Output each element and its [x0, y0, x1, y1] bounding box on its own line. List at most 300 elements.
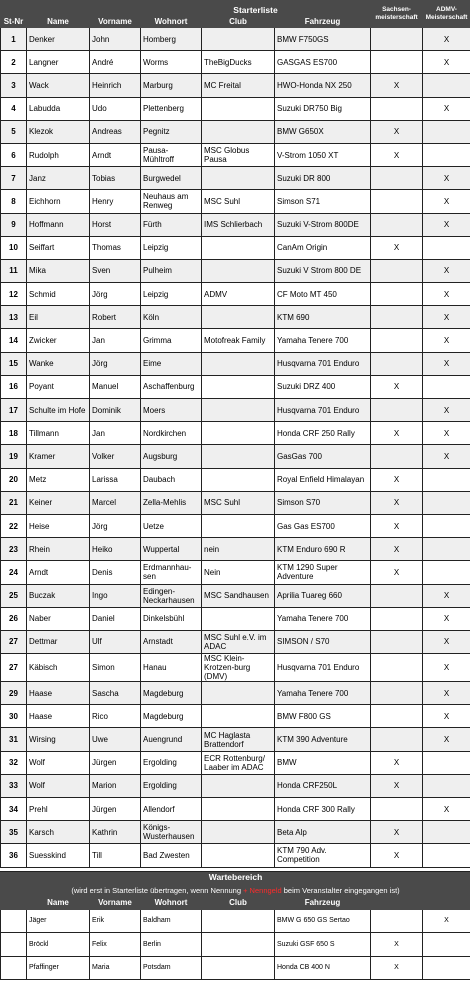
first-name-cell: Sven [90, 259, 141, 282]
last-name-cell: Arndt [27, 561, 90, 584]
table-row [1, 630, 470, 653]
first-name-cell: Till [90, 844, 141, 867]
sachsen-flag-cell [371, 909, 423, 933]
vehicle-cell: BMW F800 GS [275, 705, 371, 728]
sachsen-flag-cell: X [371, 468, 423, 491]
admv-flag-cell [423, 774, 470, 797]
sachsen-flag-cell [371, 445, 423, 468]
start-number-cell: 5 [1, 120, 27, 143]
club-cell: MSC Klein-Krotzen-burg (DMV) [202, 654, 275, 682]
club-cell [202, 167, 275, 190]
admv-flag-cell: X [423, 798, 470, 821]
hometown-cell: Augsburg [141, 445, 202, 468]
last-name-cell: Wirsing [27, 728, 90, 751]
wait-col-wohnort: Wohnort [141, 896, 202, 909]
start-number-cell: 15 [1, 352, 27, 375]
sachsen-flag-cell [371, 167, 423, 190]
table-row [1, 422, 470, 445]
sachsen-flag-cell [371, 798, 423, 821]
hometown-cell: Auengrund [141, 728, 202, 751]
last-name-cell: Mika [27, 259, 90, 282]
first-name-cell: Manuel [90, 375, 141, 398]
club-cell: IMS Schlierbach [202, 213, 275, 236]
sachsen-flag-cell [371, 654, 423, 682]
sachsen-flag-cell: X [371, 143, 423, 166]
hometown-cell: Uetze [141, 514, 202, 537]
vehicle-cell: GASGAS ES700 [275, 51, 371, 74]
start-number-cell: 23 [1, 538, 27, 561]
waiting-col-headers [1, 896, 470, 909]
hometown-cell: Aschaffenburg [141, 375, 202, 398]
admv-flag-cell [423, 375, 470, 398]
first-name-cell: Ingo [90, 584, 141, 607]
sachsen-flag-cell: X [371, 561, 423, 584]
hometown-cell: Königs-Wusterhausen [141, 821, 202, 844]
first-name-cell: Heiko [90, 538, 141, 561]
starter-rows [1, 28, 470, 868]
admv-flag-cell: X [423, 445, 470, 468]
start-number-cell: 7 [1, 167, 27, 190]
last-name-cell: Seiffart [27, 236, 90, 259]
admv-flag-cell: X [423, 399, 470, 422]
hometown-cell: Ergolding [141, 751, 202, 774]
first-name-cell: Robert [90, 306, 141, 329]
club-cell [202, 375, 275, 398]
hometown-cell: Pegnitz [141, 120, 202, 143]
table-row [1, 491, 470, 514]
admv-flag-cell: X [423, 167, 470, 190]
club-cell: MSC Suhl [202, 190, 275, 213]
start-number-cell: 25 [1, 584, 27, 607]
table-row [1, 74, 470, 97]
hometown-cell: Pausa-Mühltroff [141, 143, 202, 166]
last-name-cell: Klezok [27, 120, 90, 143]
table-row [1, 236, 470, 259]
col-header-fahrzeug: Fahrzeug [275, 16, 371, 28]
first-name-cell: Kathrin [90, 821, 141, 844]
table-row [1, 728, 470, 751]
first-name-cell: Jürgen [90, 798, 141, 821]
admv-flag-cell [423, 751, 470, 774]
admv-flag-cell [423, 956, 470, 980]
last-name-cell: Dettmar [27, 630, 90, 653]
last-name-cell: Schulte im Hofe [27, 399, 90, 422]
vehicle-cell: Honda CRF 250 Rally [275, 422, 371, 445]
table-row [1, 97, 470, 120]
last-name-cell: Haase [27, 705, 90, 728]
table-row [1, 213, 470, 236]
hometown-cell: Homberg [141, 28, 202, 51]
table-row [1, 190, 470, 213]
admv-flag-cell: X [423, 306, 470, 329]
club-cell: nein [202, 538, 275, 561]
table-row [1, 375, 470, 398]
club-cell [202, 821, 275, 844]
first-name-cell: Tobias [90, 167, 141, 190]
start-number-cell: 4 [1, 97, 27, 120]
last-name-cell: Wolf [27, 774, 90, 797]
last-name-cell: Wolf [27, 751, 90, 774]
sachsen-flag-cell: X [371, 538, 423, 561]
table-row [1, 399, 470, 422]
table-row [1, 705, 470, 728]
start-number-cell: 22 [1, 514, 27, 537]
first-name-cell: Larissa [90, 468, 141, 491]
club-cell [202, 468, 275, 491]
club-cell: MC Haglasta Brattendorf [202, 728, 275, 751]
first-name-cell: Erik [90, 909, 141, 933]
sachsen-flag-cell [371, 259, 423, 282]
col-header-admv: ADMV-Meisterschaft [423, 1, 470, 28]
start-number-cell: 34 [1, 798, 27, 821]
start-number-cell: 18 [1, 422, 27, 445]
start-number-cell: 21 [1, 491, 27, 514]
admv-flag-cell [423, 821, 470, 844]
club-cell [202, 774, 275, 797]
table-row [1, 120, 470, 143]
sachsen-flag-cell: X [371, 956, 423, 980]
first-name-cell: Rico [90, 705, 141, 728]
last-name-cell: Rhein [27, 538, 90, 561]
first-name-cell: Arndt [90, 143, 141, 166]
table-row [1, 143, 470, 166]
hometown-cell: Pulheim [141, 259, 202, 282]
admv-flag-cell: X [423, 909, 470, 933]
vehicle-cell: Suzuki DR 800 [275, 167, 371, 190]
table-row [1, 445, 470, 468]
waiting-rows [1, 909, 470, 980]
start-number-cell: 8 [1, 190, 27, 213]
admv-flag-cell: X [423, 259, 470, 282]
vehicle-cell: KTM 790 Adv. Competition [275, 844, 371, 867]
hometown-cell: Köln [141, 306, 202, 329]
vehicle-cell: CF Moto MT 450 [275, 283, 371, 306]
last-name-cell: Hoffmann [27, 213, 90, 236]
table-row [1, 821, 470, 844]
start-number-cell [1, 909, 27, 933]
admv-flag-cell: X [423, 329, 470, 352]
table-row [1, 329, 470, 352]
start-number-cell: 33 [1, 774, 27, 797]
club-cell [202, 399, 275, 422]
first-name-cell: Marion [90, 774, 141, 797]
col-header-wohnort: Wohnort [141, 16, 202, 28]
sachsen-flag-cell [371, 705, 423, 728]
vehicle-cell: Yamaha Tenere 700 [275, 682, 371, 705]
waiting-row [1, 956, 470, 980]
last-name-cell: Langner [27, 51, 90, 74]
club-cell: ECR Rottenburg/ Laaber im ADAC [202, 751, 275, 774]
start-number-cell: 2 [1, 51, 27, 74]
club-cell: MSC Suhl e.V. im ADAC [202, 630, 275, 653]
vehicle-cell: BMW G 650 GS Sertao [275, 909, 371, 933]
admv-flag-cell [423, 143, 470, 166]
last-name-cell: Tillmann [27, 422, 90, 445]
table-row [1, 51, 470, 74]
waiting-row [1, 909, 470, 933]
last-name-cell: Karsch [27, 821, 90, 844]
start-number-cell: 36 [1, 844, 27, 867]
admv-flag-cell [423, 844, 470, 867]
col-header-nr: St-Nr [1, 16, 27, 28]
club-cell [202, 682, 275, 705]
club-cell: MSC Suhl [202, 491, 275, 514]
first-name-cell: Denis [90, 561, 141, 584]
start-number-cell: 27 [1, 630, 27, 653]
table-row [1, 774, 470, 797]
vehicle-cell: KTM 690 [275, 306, 371, 329]
vehicle-cell: Aprilia Tuareg 660 [275, 584, 371, 607]
hometown-cell: Erdmannhau-sen [141, 561, 202, 584]
hometown-cell: Wuppertal [141, 538, 202, 561]
club-cell [202, 798, 275, 821]
sachsen-flag-cell [371, 728, 423, 751]
club-cell: MC Freital [202, 74, 275, 97]
wait-col-vorname: Vorname [90, 896, 141, 909]
club-cell [202, 844, 275, 867]
first-name-cell: Simon [90, 654, 141, 682]
club-cell: Motofreak Family [202, 329, 275, 352]
first-name-cell: Udo [90, 97, 141, 120]
table-title: Starterliste [141, 1, 371, 16]
sachsen-flag-cell: X [371, 751, 423, 774]
start-number-cell: 24 [1, 561, 27, 584]
sachsen-flag-cell: X [371, 844, 423, 867]
club-cell [202, 259, 275, 282]
first-name-cell: John [90, 28, 141, 51]
vehicle-cell: Husqvarna 701 Enduro [275, 352, 371, 375]
last-name-cell: Käbisch [27, 654, 90, 682]
hometown-cell: Nordkirchen [141, 422, 202, 445]
club-cell [202, 445, 275, 468]
vehicle-cell: HWO-Honda NX 250 [275, 74, 371, 97]
hometown-cell: Berlin [141, 933, 202, 957]
hometown-cell: Zella-Mehlis [141, 491, 202, 514]
hometown-cell: Arnstadt [141, 630, 202, 653]
vehicle-cell: Husqvarna 701 Enduro [275, 654, 371, 682]
vehicle-cell: KTM 390 Adventure [275, 728, 371, 751]
sachsen-flag-cell: X [371, 933, 423, 957]
start-number-cell: 3 [1, 74, 27, 97]
col-header-sachsen: Sachsen-meisterschaft [371, 1, 423, 28]
last-name-cell: Suesskind [27, 844, 90, 867]
table-row [1, 352, 470, 375]
admv-flag-cell [423, 120, 470, 143]
club-cell [202, 306, 275, 329]
first-name-cell: Volker [90, 445, 141, 468]
club-cell [202, 705, 275, 728]
club-cell: Nein [202, 561, 275, 584]
vehicle-cell: Suzuki DRZ 400 [275, 375, 371, 398]
last-name-cell: Rudolph [27, 143, 90, 166]
last-name-cell: Keiner [27, 491, 90, 514]
sachsen-flag-cell [371, 190, 423, 213]
last-name-cell: Labudda [27, 97, 90, 120]
start-number-cell: 32 [1, 751, 27, 774]
first-name-cell: Jörg [90, 514, 141, 537]
table-row [1, 28, 470, 51]
club-cell: MSC Sandhausen [202, 584, 275, 607]
wait-col-name: Name [27, 896, 90, 909]
admv-flag-cell: X [423, 97, 470, 120]
sachsen-flag-cell [371, 607, 423, 630]
wait-col-club: Club [202, 896, 275, 909]
table-header [1, 1, 470, 28]
vehicle-cell: Honda CRF250L [275, 774, 371, 797]
table-row [1, 751, 470, 774]
admv-flag-cell: X [423, 283, 470, 306]
admv-flag-cell [423, 514, 470, 537]
sachsen-flag-cell: X [371, 236, 423, 259]
table-row [1, 167, 470, 190]
admv-flag-cell [423, 74, 470, 97]
vehicle-cell: GasGas 700 [275, 445, 371, 468]
hometown-cell: Magdeburg [141, 705, 202, 728]
last-name-cell: Schmid [27, 283, 90, 306]
wait-col-fahrzeug: Fahrzeug [275, 896, 371, 909]
last-name-cell: Poyant [27, 375, 90, 398]
start-number-cell [1, 956, 27, 980]
club-cell [202, 514, 275, 537]
start-number-cell: 16 [1, 375, 27, 398]
first-name-cell: André [90, 51, 141, 74]
waiting-area-title: Wartebereich [1, 871, 470, 884]
first-name-cell: Jan [90, 422, 141, 445]
table-row [1, 259, 470, 282]
waiting-area-note: (wird erst in Starterliste übertragen, wenn Nennung + Nenngeld beim Veranstalter eingegangen ist) [1, 884, 470, 896]
club-cell [202, 97, 275, 120]
vehicle-cell: Beta Alp [275, 821, 371, 844]
last-name-cell: Eichhorn [27, 190, 90, 213]
hometown-cell: Hanau [141, 654, 202, 682]
admv-flag-cell [423, 468, 470, 491]
first-name-cell: Maria [90, 956, 141, 980]
admv-flag-cell: X [423, 728, 470, 751]
start-number-cell: 17 [1, 399, 27, 422]
last-name-cell: Naber [27, 607, 90, 630]
vehicle-cell: Honda CB 400 N [275, 956, 371, 980]
sachsen-flag-cell: X [371, 120, 423, 143]
first-name-cell: Marcel [90, 491, 141, 514]
table-row [1, 538, 470, 561]
last-name-cell: Pfaffinger [27, 956, 90, 980]
start-number-cell: 11 [1, 259, 27, 282]
sachsen-flag-cell: X [371, 774, 423, 797]
hometown-cell: Marburg [141, 74, 202, 97]
hometown-cell: Potsdam [141, 956, 202, 980]
admv-flag-cell: X [423, 607, 470, 630]
sachsen-flag-cell: X [371, 514, 423, 537]
admv-flag-cell [423, 561, 470, 584]
hometown-cell: Dinkelsbühl [141, 607, 202, 630]
vehicle-cell: Simson S71 [275, 190, 371, 213]
first-name-cell: Thomas [90, 236, 141, 259]
hometown-cell: Ergolding [141, 774, 202, 797]
hometown-cell: Moers [141, 399, 202, 422]
vehicle-cell: Husqvarna 701 Enduro [275, 399, 371, 422]
admv-flag-cell: X [423, 584, 470, 607]
first-name-cell: Sascha [90, 682, 141, 705]
hometown-cell: Grimma [141, 329, 202, 352]
vehicle-cell: BMW [275, 751, 371, 774]
admv-flag-cell: X [423, 51, 470, 74]
sachsen-flag-cell [371, 630, 423, 653]
start-number-cell: 14 [1, 329, 27, 352]
hometown-cell: Fürth [141, 213, 202, 236]
club-cell: ADMV [202, 283, 275, 306]
club-cell [202, 956, 275, 980]
sachsen-flag-cell [371, 28, 423, 51]
start-number-cell: 26 [1, 607, 27, 630]
last-name-cell: Buczak [27, 584, 90, 607]
table-row [1, 584, 470, 607]
table-row [1, 561, 470, 584]
last-name-cell: Wanke [27, 352, 90, 375]
club-cell [202, 352, 275, 375]
last-name-cell: Prehl [27, 798, 90, 821]
last-name-cell: Wack [27, 74, 90, 97]
table-row [1, 283, 470, 306]
start-number-cell: 19 [1, 445, 27, 468]
hometown-cell: Plettenberg [141, 97, 202, 120]
admv-flag-cell [423, 538, 470, 561]
last-name-cell: Haase [27, 682, 90, 705]
start-number-cell: 31 [1, 728, 27, 751]
sachsen-flag-cell [371, 584, 423, 607]
admv-flag-cell: X [423, 190, 470, 213]
vehicle-cell: BMW G650X [275, 120, 371, 143]
vehicle-cell: SIMSON / S70 [275, 630, 371, 653]
first-name-cell: Daniel [90, 607, 141, 630]
table-row [1, 844, 470, 867]
sachsen-flag-cell: X [371, 422, 423, 445]
start-number-cell: 6 [1, 143, 27, 166]
first-name-cell: Uwe [90, 728, 141, 751]
waiting-row [1, 933, 470, 957]
first-name-cell: Jan [90, 329, 141, 352]
hometown-cell: Leipzig [141, 283, 202, 306]
last-name-cell: Janz [27, 167, 90, 190]
start-number-cell: 27 [1, 654, 27, 682]
hometown-cell: Worms [141, 51, 202, 74]
vehicle-cell: CanAm Origin [275, 236, 371, 259]
vehicle-cell: Suzuki GSF 650 S [275, 933, 371, 957]
waiting-area-header [1, 871, 470, 896]
first-name-cell: Jörg [90, 283, 141, 306]
first-name-cell: Dominik [90, 399, 141, 422]
admv-flag-cell: X [423, 28, 470, 51]
last-name-cell: Heise [27, 514, 90, 537]
start-number-cell: 29 [1, 682, 27, 705]
table-row [1, 468, 470, 491]
sachsen-flag-cell [371, 352, 423, 375]
table-row [1, 607, 470, 630]
hometown-cell: Bad Zwesten [141, 844, 202, 867]
admv-flag-cell: X [423, 705, 470, 728]
hometown-cell: Neuhaus am Renweg [141, 190, 202, 213]
club-cell [202, 28, 275, 51]
admv-flag-cell: X [423, 682, 470, 705]
start-number-cell: 9 [1, 213, 27, 236]
last-name-cell: Bröckl [27, 933, 90, 957]
sachsen-flag-cell: X [371, 74, 423, 97]
vehicle-cell: KTM Enduro 690 R [275, 538, 371, 561]
vehicle-cell: KTM 1290 Super Adventure [275, 561, 371, 584]
start-number-cell: 13 [1, 306, 27, 329]
start-number-cell: 20 [1, 468, 27, 491]
table-row [1, 514, 470, 537]
last-name-cell: Denker [27, 28, 90, 51]
